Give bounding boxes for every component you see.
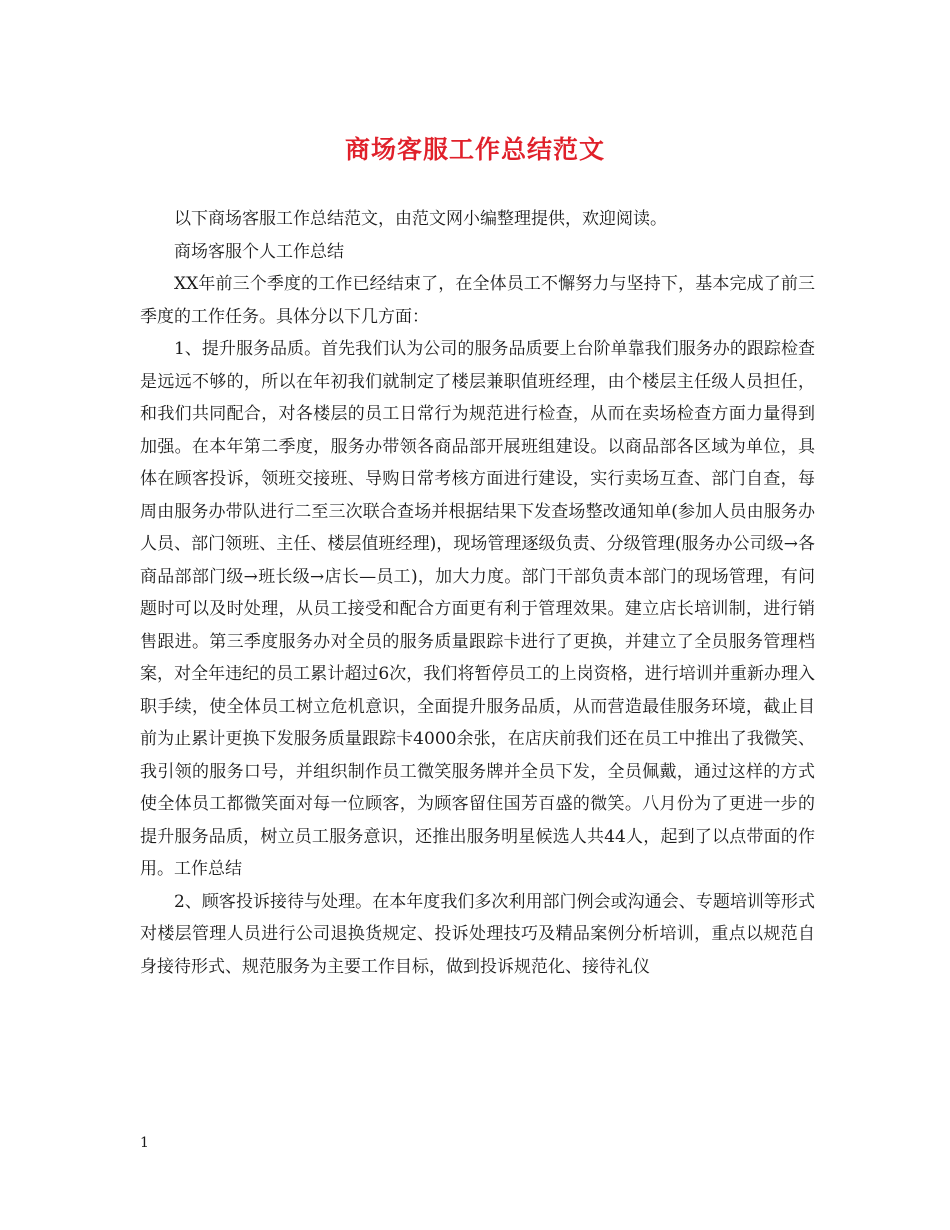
body-paragraph: 1、提升服务品质。首先我们认为公司的服务品质要上台阶单靠我们服务办的跟踪检查是远远不够的，所以在年初我们就制定了楼层兼职值班经理，由个楼层主任级人员担任，和我们共同配合，对各楼层的员工日常行为规范进行检查，从而在卖场检查方面力量得到加强。在本年第二季度，服务办带领各商品部开展班组建设。以商品部各区域为单位，具体在顾客投诉，领班交接班、导购日常考核方面进行建设，实行卖场互查、部门自查，每周由服务办带队进行二至三次联合查场并根据结果下发查场整改通知单(参加人员由服务办人员、部门领班、主任、楼层值班经理)，现场管理逐级负责、分级管理(服务办公司级→各商品部部门级→班长级→店长—员工)，加大力度。部门干部负责本部门的现场管理，有问题时可以及时处理，从员工接受和配合方面更有利于管理效果。建立店长培训制，进行销售跟进。第三季度服务办对全员的服务质量跟踪卡进行了更换，并建立了全员服务管理档案，对全年违纪的员工累计超过6次，我们将暂停员工的上岗资格，进行培训并重新办理入职手续，使全体员工树立危机意识，全面提升服务品质，从而营造最佳服务环境，截止目前为止累计更换下发服务质量跟踪卡4000余张，在店庆前我们还在员工中推出了我微笑、我引领的服务口号，并组织制作员工微笑服务牌并全员下发，全员佩戴，通过这样的方式使全体员工都微笑面对每一位顾客，为顾客留住国芳百盛的微笑。八月份为了更进一步的提升服务品质，树立员工服务意识，还推出服务明星候选人共44人，起到了以点带面的作用。工作总结 <box>140 339 815 879</box>
document-body <box>140 203 815 983</box>
section-heading: 商场客服个人工作总结 <box>174 241 344 262</box>
document-title: 商场客服工作总结范文 <box>344 135 605 164</box>
body-paragraph: XX年前三个季度的工作已经结束了，在全体员工不懈努力与坚持下，基本完成了前三季度的工作任务。具体分以下几方面： <box>140 274 815 327</box>
body-paragraph: 2、顾客投诉接待与处理。在本年度我们多次利用部门例会或沟通会、专题培训等形式对楼层管理人员进行公司退换货规定、投诉处理技巧及精品案例分析培训，重点以规范自身接待形式、规范服务为主要工作目标，做到投诉规范化、接待礼仪 <box>140 891 815 977</box>
intro-paragraph: 以下商场客服工作总结范文，由范文网小编整理提供，欢迎阅读。 <box>174 209 667 229</box>
page-number: 1 <box>140 1135 149 1151</box>
